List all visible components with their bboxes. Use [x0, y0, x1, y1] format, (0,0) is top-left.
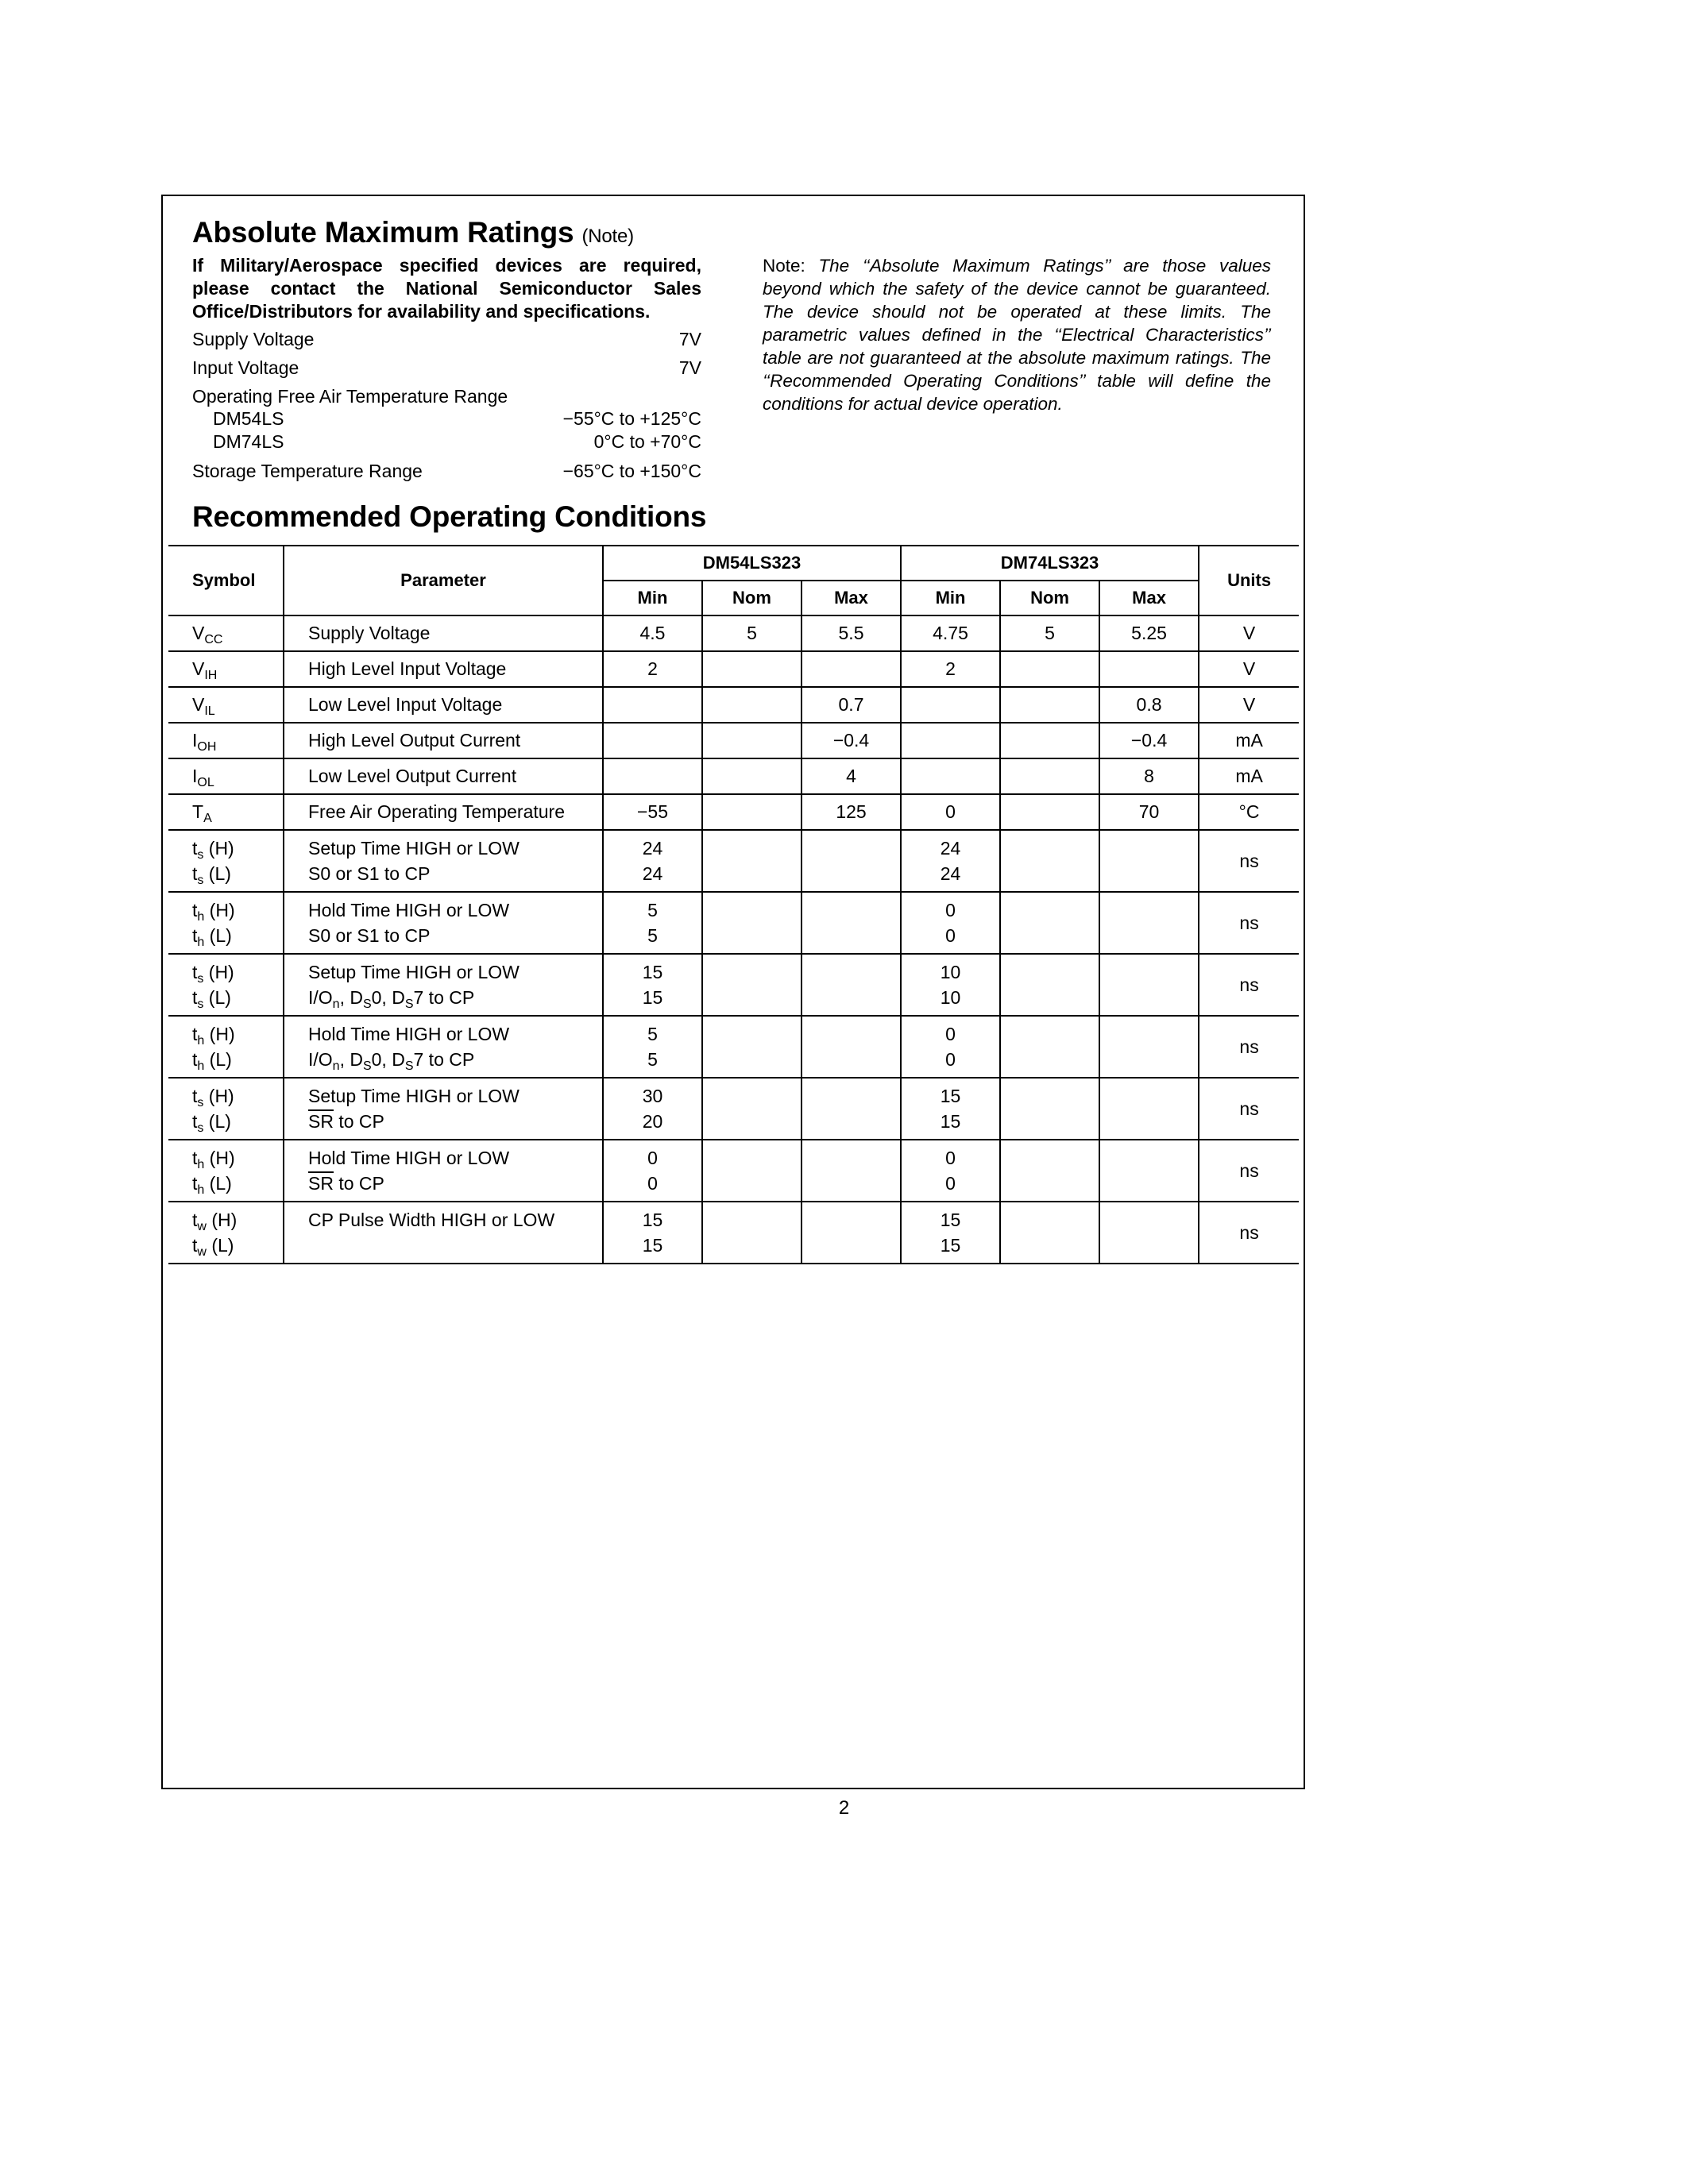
max54-cell: −0.4: [802, 723, 901, 758]
nom54-cell: [702, 651, 802, 687]
nom74-cell: [1000, 794, 1099, 830]
nom74-cell: [1000, 1016, 1099, 1078]
unit-cell: V: [1199, 651, 1299, 687]
input-voltage-label: Input Voltage: [192, 357, 299, 378]
symbol-cell: $t_h$ (H) $t_h$ (L): [192, 1148, 235, 1197]
min54-cell: [603, 758, 702, 794]
symbol-cell: $t_h$ (H) $t_h$ (L): [192, 1024, 235, 1073]
min74-cell: 15 15: [901, 1202, 1000, 1264]
max54-cell: [802, 1202, 901, 1264]
min74-cell: [901, 758, 1000, 794]
header-max-54: Max: [802, 581, 901, 615]
max74-cell: −0.4: [1099, 723, 1199, 758]
nom74-cell: [1000, 651, 1099, 687]
max54-cell: [802, 651, 901, 687]
table-row: [168, 1140, 1299, 1202]
nom54-cell: 5: [702, 615, 802, 651]
nom54-cell: [702, 1202, 802, 1264]
symbol-cell: $t_h$ (H) $t_h$ (L): [192, 900, 235, 949]
table-row: [168, 687, 1299, 723]
nom54-cell: [702, 954, 802, 1016]
storage-temp-label: Storage Temperature Range: [192, 461, 423, 481]
amr-title: Absolute Maximum Ratings (Note): [192, 216, 634, 249]
max54-cell: [802, 954, 901, 1016]
header-parameter: Parameter: [284, 546, 603, 615]
nom74-cell: [1000, 1078, 1099, 1140]
min74-cell: 10 10: [901, 954, 1000, 1016]
symbol-cell: $t_s$ (H) $t_s$ (L): [192, 1086, 234, 1135]
dm74-value: 0°C to +70°C: [593, 431, 701, 452]
note-text: The ‘‘Absolute Maximum Ratings’’ are those values beyond which the safety of the device cannot be guaranteed. The device should not be operated at these limits. The parametric values defined in the ‘‘Electrical Characteristics’’ table are not guaranteed at the absolute maximum ratings. The ‘‘Recommended Operating Conditions’’ table will define the conditions for actual device operation.: [763, 256, 1271, 414]
roc-title: Recommended Operating Conditions: [192, 500, 707, 533]
min54-cell: [603, 687, 702, 723]
table-row: [168, 651, 1299, 687]
max74-cell: [1099, 651, 1199, 687]
supply-voltage-value: 7V: [678, 329, 701, 349]
min54-cell: 5 5: [603, 892, 702, 954]
parameter-cell: Free Air Operating Temperature: [284, 794, 603, 830]
symbol-cell: $t_w$ (H) $t_w$ (L): [192, 1210, 238, 1259]
input-voltage-value: 7V: [678, 357, 701, 378]
table-row: [168, 892, 1299, 954]
max74-cell: [1099, 954, 1199, 1016]
max54-cell: [802, 892, 901, 954]
nom54-cell: [702, 892, 802, 954]
parameter-cell: Hold Time HIGH or LOW S0 or S1 to CP: [284, 892, 603, 954]
nom54-cell: [702, 687, 802, 723]
header-units: Units: [1199, 546, 1299, 615]
header-dm54: DM54LS323: [603, 546, 901, 581]
min74-cell: [901, 723, 1000, 758]
nom54-cell: [702, 758, 802, 794]
header-max-74: Max: [1099, 581, 1199, 615]
header-symbol: Symbol: [168, 546, 284, 615]
supply-voltage-label: Supply Voltage: [192, 329, 315, 349]
max74-cell: [1099, 1202, 1199, 1264]
nom54-cell: [702, 830, 802, 892]
max54-cell: 125: [802, 794, 901, 830]
dm54-value: −55°C to +125°C: [562, 408, 701, 429]
nom74-cell: [1000, 1140, 1099, 1202]
unit-cell: °C: [1199, 794, 1299, 830]
nom54-cell: [702, 1140, 802, 1202]
unit-cell: ns: [1199, 1016, 1299, 1078]
max74-cell: [1099, 1078, 1199, 1140]
max74-cell: [1099, 892, 1199, 954]
unit-cell: V: [1199, 687, 1299, 723]
table-row: [168, 830, 1299, 892]
min74-cell: [901, 687, 1000, 723]
nom74-cell: [1000, 830, 1099, 892]
min74-cell: 0 0: [901, 892, 1000, 954]
table-row: [168, 794, 1299, 830]
nom74-cell: [1000, 723, 1099, 758]
symbol-cell: $V_{CC}$: [192, 623, 223, 646]
header-nom-54: Nom: [702, 581, 802, 615]
table-row: [168, 723, 1299, 758]
parameter-cell: Setup Time HIGH or LOW $\overline{SR}$ to CP: [284, 1078, 603, 1140]
parameter-cell: Hold Time HIGH or LOW $\overline{SR}$ to CP: [284, 1140, 603, 1202]
unit-cell: ns: [1199, 1140, 1299, 1202]
table-row: [168, 1078, 1299, 1140]
max74-cell: 0.8: [1099, 687, 1199, 723]
symbol-cell: $T_A$: [192, 801, 212, 825]
nom54-cell: [702, 1078, 802, 1140]
roc-table: [168, 545, 1299, 1264]
max54-cell: [802, 1078, 901, 1140]
max74-cell: [1099, 830, 1199, 892]
min54-cell: −55: [603, 794, 702, 830]
amr-intro: If Military/Aerospace specified devices are required, please contact the National Semiconductor Sales Office/Distributors for availability and specifications.: [192, 255, 701, 322]
max74-cell: [1099, 1016, 1199, 1078]
min54-cell: 0 0: [603, 1140, 702, 1202]
symbol-cell: $V_{IL}$: [192, 694, 215, 718]
max54-cell: 4: [802, 758, 901, 794]
unit-cell: ns: [1199, 1078, 1299, 1140]
min74-cell: 24 24: [901, 830, 1000, 892]
symbol-cell: $t_s$ (H) $t_s$ (L): [192, 838, 234, 887]
max74-cell: [1099, 1140, 1199, 1202]
dm54-label: DM54LS: [213, 408, 284, 429]
min54-cell: 2: [603, 651, 702, 687]
note-lead: Note:: [763, 256, 805, 276]
unit-cell: mA: [1199, 723, 1299, 758]
nom74-cell: [1000, 892, 1099, 954]
unit-cell: ns: [1199, 892, 1299, 954]
header-dm74: DM74LS323: [901, 546, 1199, 581]
max54-cell: [802, 1140, 901, 1202]
min54-cell: [603, 723, 702, 758]
min54-cell: 15 15: [603, 954, 702, 1016]
symbol-cell: $I_{OH}$: [192, 730, 217, 754]
symbol-cell: $t_s$ (H) $t_s$ (L): [192, 962, 234, 1011]
parameter-cell: Supply Voltage: [284, 615, 603, 651]
note-paragraph: [763, 254, 1271, 415]
operating-temp-label: Operating Free Air Temperature Range: [192, 386, 508, 407]
header-nom-74: Nom: [1000, 581, 1099, 615]
nom74-cell: [1000, 758, 1099, 794]
unit-cell: mA: [1199, 758, 1299, 794]
header-min-54: Min: [603, 581, 702, 615]
min54-cell: 5 5: [603, 1016, 702, 1078]
min54-cell: 15 15: [603, 1202, 702, 1264]
parameter-cell: CP Pulse Width HIGH or LOW: [284, 1202, 603, 1264]
nom74-cell: [1000, 954, 1099, 1016]
unit-cell: ns: [1199, 954, 1299, 1016]
parameter-cell: Setup Time HIGH or LOW $I/O_n$, $D_S0$, $D_S7$ to CP: [284, 954, 603, 1016]
unit-cell: V: [1199, 615, 1299, 651]
parameter-cell: Setup Time HIGH or LOW S0 or S1 to CP: [284, 830, 603, 892]
table-row: [168, 954, 1299, 1016]
unit-cell: ns: [1199, 1202, 1299, 1264]
max54-cell: [802, 830, 901, 892]
nom54-cell: [702, 794, 802, 830]
header-min-74: Min: [901, 581, 1000, 615]
symbol-cell: $I_{OL}$: [192, 766, 214, 789]
storage-temp-value: −65°C to +150°C: [562, 461, 701, 481]
table-row: [168, 615, 1299, 651]
nom54-cell: [702, 1016, 802, 1078]
dm74-label: DM74LS: [213, 431, 284, 452]
max74-cell: 8: [1099, 758, 1199, 794]
parameter-cell: Low Level Input Voltage: [284, 687, 603, 723]
min74-cell: 15 15: [901, 1078, 1000, 1140]
parameter-cell: High Level Output Current: [284, 723, 603, 758]
page-number: 2: [838, 1797, 850, 1819]
nom74-cell: 5: [1000, 615, 1099, 651]
min74-cell: 2: [901, 651, 1000, 687]
min54-cell: 30 20: [603, 1078, 702, 1140]
min74-cell: 0 0: [901, 1140, 1000, 1202]
max74-cell: 5.25: [1099, 615, 1199, 651]
min74-cell: 4.75: [901, 615, 1000, 651]
nom74-cell: [1000, 687, 1099, 723]
min54-cell: 4.5: [603, 615, 702, 651]
nom74-cell: [1000, 1202, 1099, 1264]
max54-cell: [802, 1016, 901, 1078]
table-row: [168, 1202, 1299, 1264]
max54-cell: 0.7: [802, 687, 901, 723]
unit-cell: ns: [1199, 830, 1299, 892]
parameter-cell: High Level Input Voltage: [284, 651, 603, 687]
max74-cell: 70: [1099, 794, 1199, 830]
min74-cell: 0 0: [901, 1016, 1000, 1078]
min74-cell: 0: [901, 794, 1000, 830]
max54-cell: 5.5: [802, 615, 901, 651]
nom54-cell: [702, 723, 802, 758]
amr-title-note: (Note): [581, 226, 634, 247]
table-row: [168, 758, 1299, 794]
min54-cell: 24 24: [603, 830, 702, 892]
table-row: [168, 1016, 1299, 1078]
symbol-cell: $V_{IH}$: [192, 658, 218, 682]
parameter-cell: Hold Time HIGH or LOW $I/O_n$, $D_S0$, $D_S7$ to CP: [284, 1016, 603, 1078]
parameter-cell: Low Level Output Current: [284, 758, 603, 794]
